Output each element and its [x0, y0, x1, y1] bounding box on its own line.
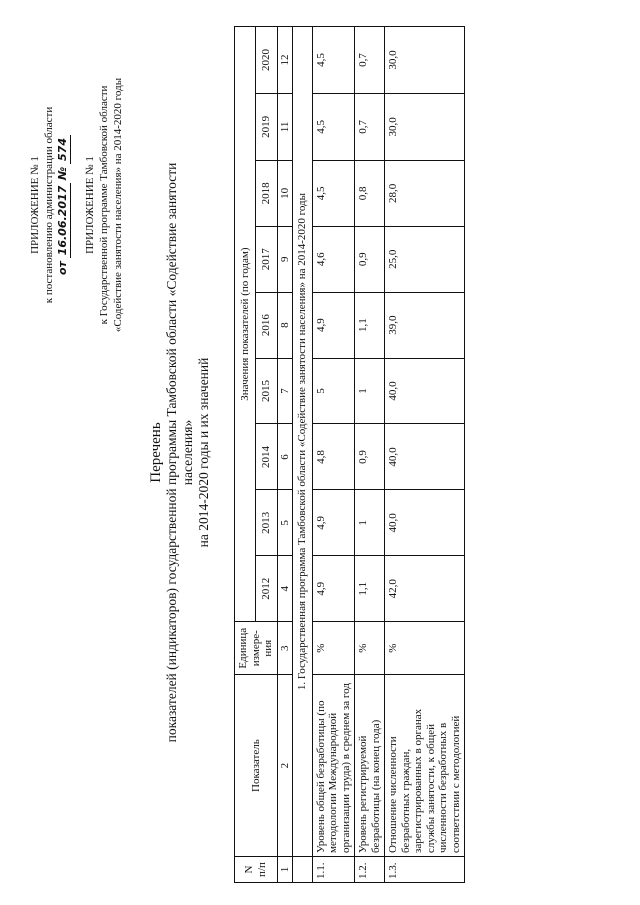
col-header-unit: Единица измере-ния [235, 622, 278, 675]
appendix-title-2: ПРИЛОЖЕНИЕ № 1 [84, 156, 96, 254]
row-value: 1,1 [355, 292, 385, 358]
col-header-n: N п/п [235, 857, 278, 883]
row-value: 4,6 [312, 226, 355, 292]
table-row [385, 27, 465, 883]
row-value: 40,0 [385, 490, 465, 556]
row-indicator: Уровень регистрируемой безработицы (на конец года) [355, 675, 385, 857]
row-value: 1,1 [355, 556, 385, 622]
row-value: 4,9 [312, 556, 355, 622]
title-subtitle-2: на 2014-2020 годы и их значений [196, 357, 211, 548]
row-unit: % [385, 622, 465, 675]
year-header: 2014 [256, 424, 277, 490]
col-index: 2 [277, 675, 293, 857]
col-index: 8 [277, 292, 293, 358]
header-row [235, 27, 256, 883]
row-value: 5 [312, 358, 355, 424]
row-value: 4,8 [312, 424, 355, 490]
appendix-decree-ref: к постановлению администрации области [43, 106, 55, 304]
table-row [312, 27, 355, 883]
row-indicator: Отношение численности безработных граждан, зарегистрированных в органах службы занятости, к общей численности безработных в соответствии с методологией [385, 675, 465, 857]
row-unit: % [312, 622, 355, 675]
col-index: 10 [277, 160, 293, 226]
appendix-signature-line [56, 40, 71, 370]
column-index-row [277, 27, 293, 883]
appendix-program-ref: к Государственной программе Тамбовской области [98, 85, 110, 325]
year-header: 2012 [256, 556, 277, 622]
row-value: 4,5 [312, 93, 355, 160]
row-value: 28,0 [385, 160, 465, 226]
sig-number-prefix: № [56, 166, 69, 180]
col-index: 5 [277, 490, 293, 556]
row-indicator: Уровень общей безработицы (по методологии Международной организации труда) в среднем за год [312, 675, 355, 857]
col-index: 11 [277, 93, 293, 160]
row-value: 4,5 [312, 160, 355, 226]
sig-date: 16.06.2017 [56, 183, 71, 259]
section-row [293, 27, 313, 883]
year-header: 2013 [256, 490, 277, 556]
appendix-header [28, 40, 125, 370]
row-value: 39,0 [385, 292, 465, 358]
row-value: 1 [355, 490, 385, 556]
col-index: 9 [277, 226, 293, 292]
row-value: 1 [355, 358, 385, 424]
title-subtitle-1: показателей (индикаторов) государственной программы Тамбовской области «Содействие занятости населения» [164, 162, 195, 743]
col-header-values: Значения показателей (по годам) [235, 27, 256, 622]
row-value: 40,0 [385, 424, 465, 490]
document-title [148, 150, 212, 755]
row-value: 0,8 [355, 160, 385, 226]
col-index: 6 [277, 424, 293, 490]
appendix-title: ПРИЛОЖЕНИЕ № 1 [29, 156, 41, 254]
row-value: 30,0 [385, 93, 465, 160]
row-value: 4,9 [312, 292, 355, 358]
col-header-indicator: Показатель [235, 675, 278, 857]
year-header: 2017 [256, 226, 277, 292]
row-value: 0,7 [355, 93, 385, 160]
col-index: 1 [277, 857, 293, 883]
year-header: 2016 [256, 292, 277, 358]
section-spacer [293, 857, 313, 883]
year-header: 2020 [256, 27, 277, 94]
year-header: 2018 [256, 160, 277, 226]
row-value: 0,7 [355, 27, 385, 94]
year-header: 2019 [256, 93, 277, 160]
row-value: 4,5 [312, 27, 355, 94]
row-number: 1.2. [355, 857, 385, 883]
row-value: 0,9 [355, 424, 385, 490]
row-value: 40,0 [385, 358, 465, 424]
sig-number: 574 [56, 135, 71, 164]
row-value: 0,9 [355, 226, 385, 292]
row-value: 42,0 [385, 556, 465, 622]
year-header: 2015 [256, 358, 277, 424]
sig-prefix: от [56, 261, 69, 275]
col-index: 4 [277, 556, 293, 622]
section-title: 1. Государственная программа Тамбовской области «Содействие занятости населения» на 2014-2020 годы [293, 27, 313, 857]
row-value: 4,9 [312, 490, 355, 556]
title-main: Перечень [148, 422, 164, 483]
row-value: 30,0 [385, 27, 465, 94]
col-index: 7 [277, 358, 293, 424]
row-number: 1.3. [385, 857, 465, 883]
appendix-program-name: «Содействие занятости населения» на 2014-2020 годы [112, 77, 124, 333]
col-index: 12 [277, 27, 293, 94]
indicators-table [234, 26, 465, 883]
table-row [355, 27, 385, 883]
row-value: 25,0 [385, 226, 465, 292]
row-unit: % [355, 622, 385, 675]
col-index: 3 [277, 622, 293, 675]
row-number: 1.1. [312, 857, 355, 883]
